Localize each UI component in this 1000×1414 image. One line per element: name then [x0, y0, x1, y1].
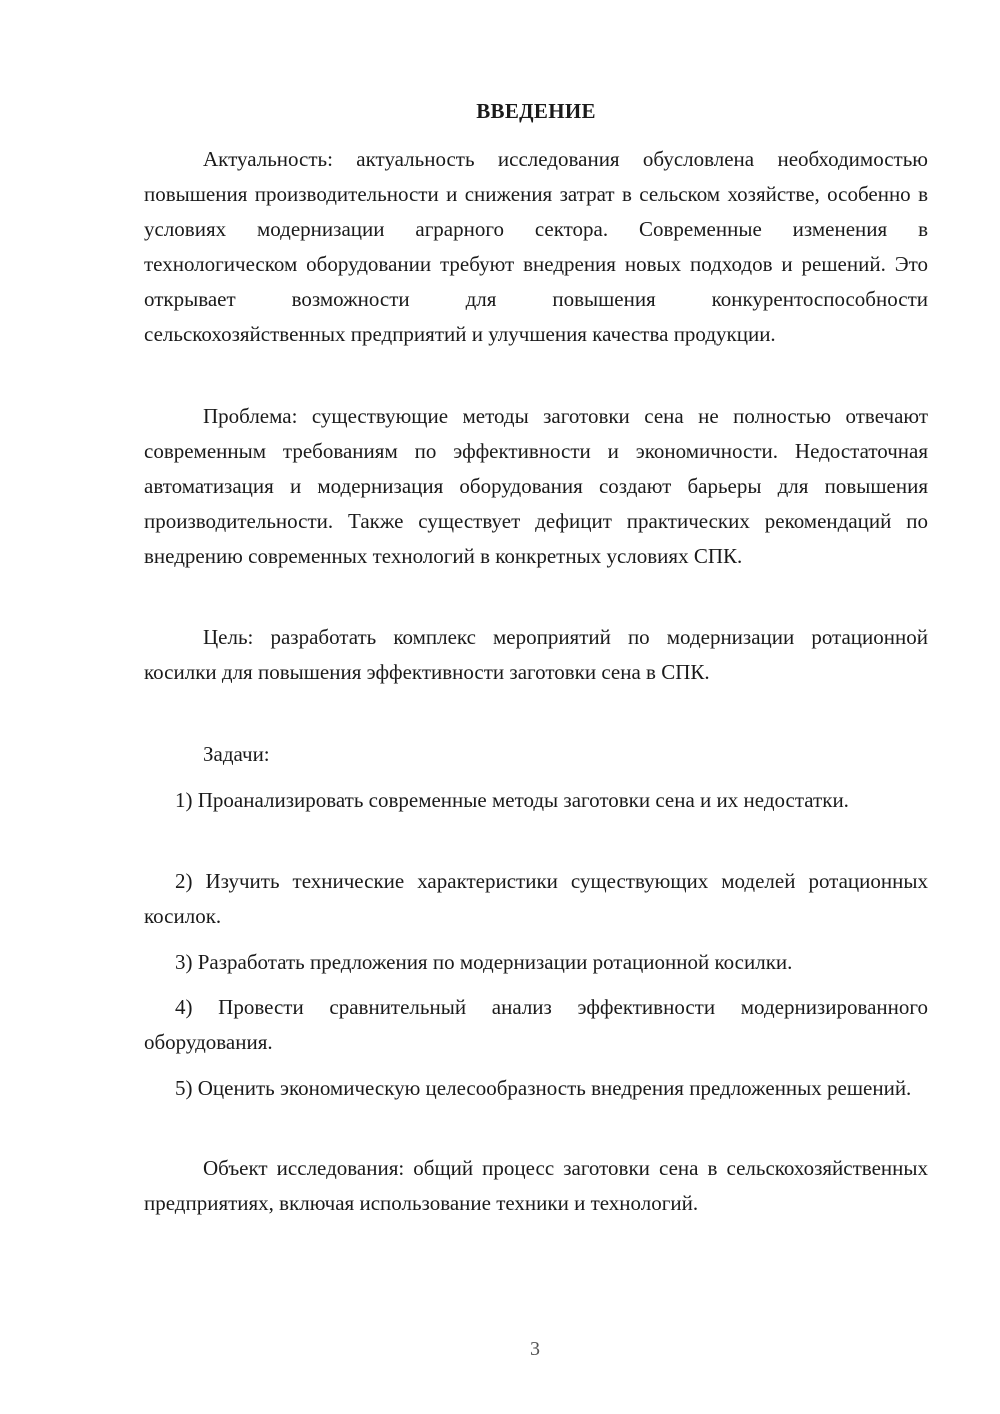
task-item-1: 1) Проанализировать современные методы заготовки сена и их недостатки. — [175, 788, 849, 812]
tasks-label: Задачи: — [203, 742, 270, 766]
goal-paragraph: Цель: разработать комплекс мероприятий по модернизации ротационной косилки для повышения эффективности заготовки сена в СПК. — [144, 625, 928, 684]
problem-paragraph: Проблема: существующие методы заготовки сена не полностью отвечают современным требованиям по эффективности и экономичности. Недостаточная автоматизация и модернизация оборудования создают барьеры для повышения производительности. Также существует дефицит практических рекомендаций по внедрению современных технологий в конкретных условиях СПК. — [144, 404, 928, 568]
task-item-2: 2) Изучить технические характеристики существующих моделей ротационных косилок. — [144, 869, 928, 928]
page-number: 3 — [530, 1338, 540, 1360]
task-item-4: 4) Провести сравнительный анализ эффективности модернизированного оборудования. — [144, 995, 928, 1054]
relevance-paragraph: Актуальность: актуальность исследования обусловлена необходимостью повышения производительности и снижения затрат в сельском хозяйстве, особенно в условиях модернизации аграрного сектора. Современные изменения в технологическом оборудовании требуют внедрения новых подходов и решений. Это открывает возможности для повышения конкурентоспособности сельскохозяйственных предприятий и улучшения качества продукции. — [144, 147, 928, 346]
task-item-3: 3) Разработать предложения по модернизации ротационной косилки. — [175, 950, 793, 974]
section-heading: ВВЕДЕНИЕ — [476, 99, 596, 123]
task-item-5: 5) Оценить экономическую целесообразность внедрения предложенных решений. — [175, 1076, 912, 1100]
object-paragraph: Объект исследования: общий процесс заготовки сена в сельскохозяйственных предприятиях, включая использование техники и технологий. — [144, 1156, 928, 1215]
